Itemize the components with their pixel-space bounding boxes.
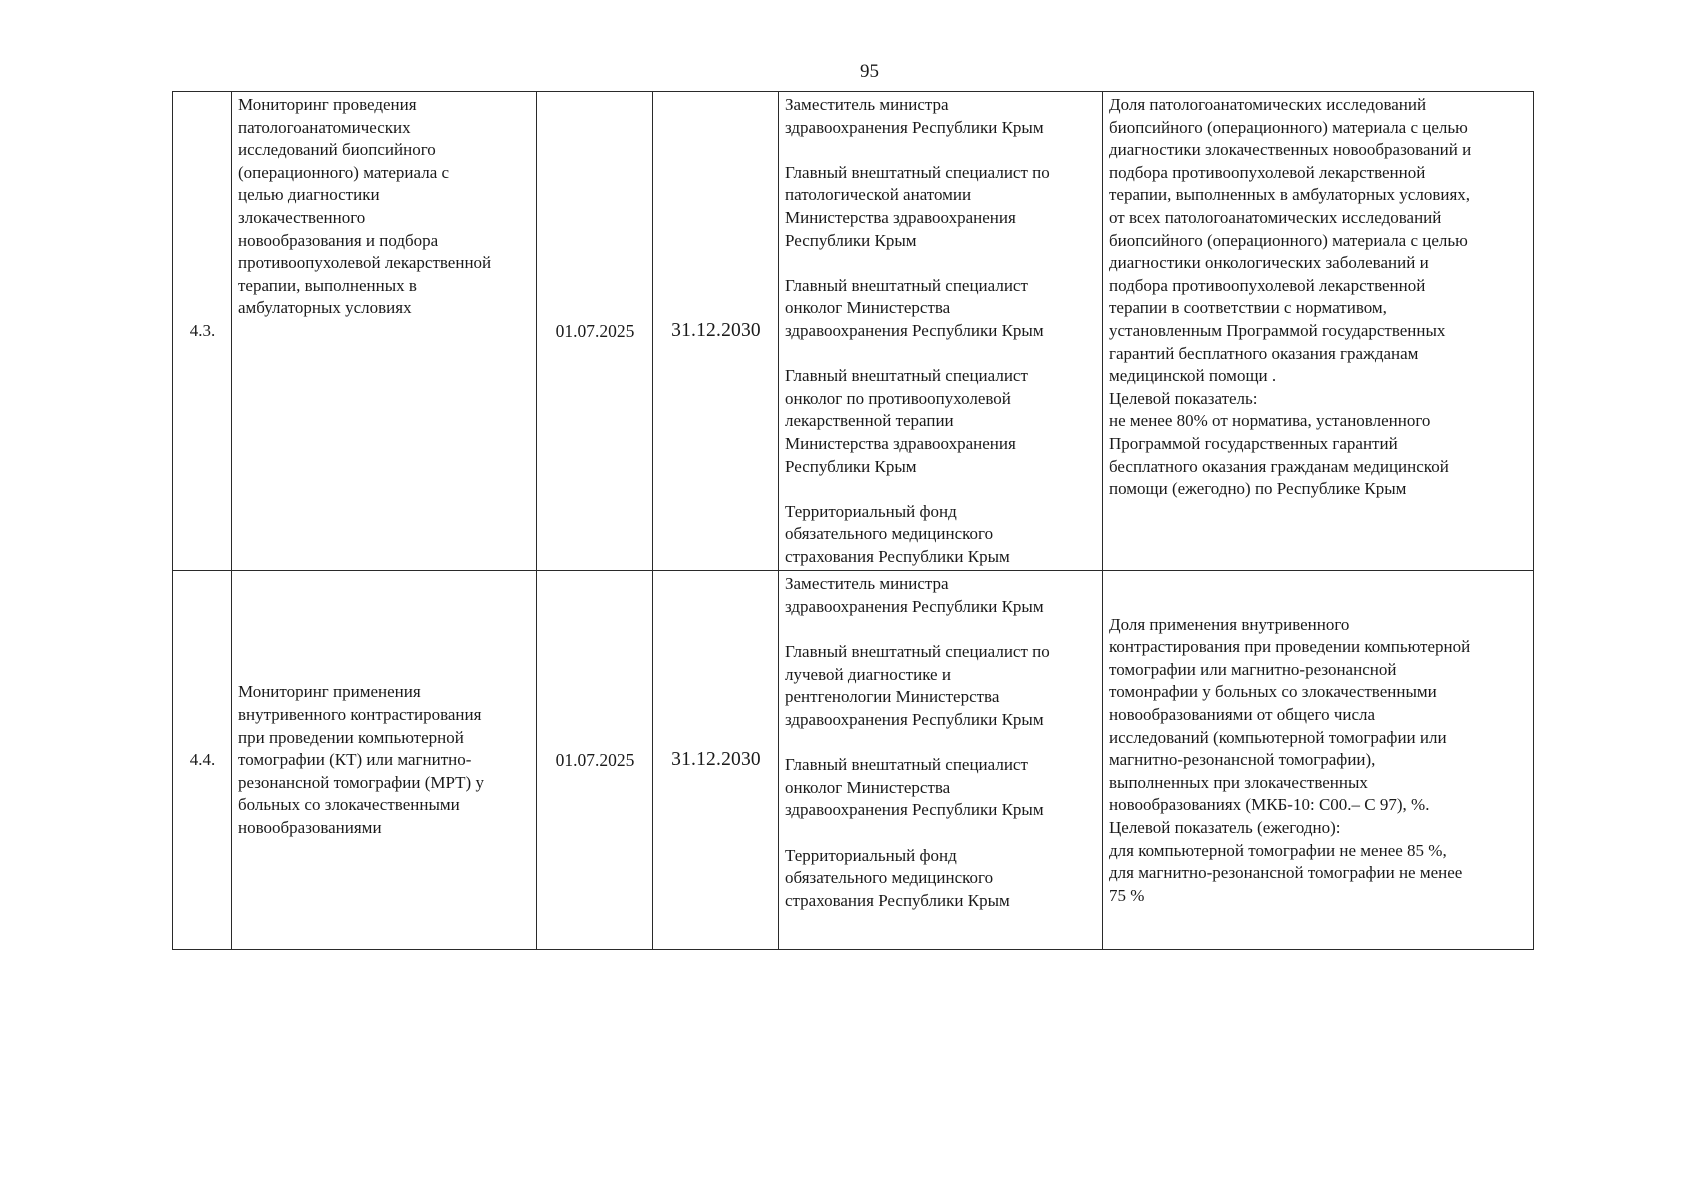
activity-text: Мониторинг применения внутривенного контрастирования при проведении компьютерной томографии (КТ) или магнитно- резонансной томографии (МРТ) у больных со злокачественными новообразованиями (238, 682, 484, 837)
end-date: 31.12.2030 (653, 92, 779, 571)
responsible-cell (779, 92, 1103, 571)
measures-table (172, 91, 1534, 950)
responsible-entry: Территориальный фонд обязательного медицинского страхования Республики Крым (785, 501, 1010, 566)
responsible-cell (779, 571, 1103, 950)
responsible-entry: Главный внештатный специалист онколог Министерства здравоохранения Республики Крым (785, 755, 1044, 820)
start-date: 01.07.2025 (537, 92, 653, 571)
activity-cell (232, 92, 537, 571)
responsible-entry: Территориальный фонд обязательного медицинского страхования Республики Крым (785, 845, 1010, 910)
table-row (173, 571, 1534, 950)
table-row (173, 92, 1534, 571)
page-number: 95 (860, 61, 879, 82)
responsible-entry: Заместитель министра здравоохранения Республики Крым (785, 95, 1044, 137)
responsible-entry: Главный внештатный специалист по лучевой диагностике и рентгенологии Министерства здравоохранения Республики Крым (785, 642, 1050, 730)
activity-text: Мониторинг проведения патологоанатомических исследований биопсийного (операционного) материала с целью диагностики злокачественного новообразования и подбора противоопухолевой лекарственной терапии, выполненных в амбулаторных условиях (238, 95, 492, 318)
indicator-cell (1103, 571, 1534, 950)
start-date: 01.07.2025 (537, 571, 653, 950)
indicator-cell (1103, 92, 1534, 571)
end-date: 31.12.2030 (653, 571, 779, 950)
row-number: 4.4. (173, 571, 232, 950)
responsible-entry: Заместитель министра здравоохранения Республики Крым (785, 574, 1044, 617)
responsible-entry: Главный внештатный специалист онколог Министерства здравоохранения Республики Крым (785, 275, 1044, 340)
indicator-text: Доля патологоанатомических исследований биопсийного (операционного) материала с целью диагностики злокачественных новообразований и подбора противоопухолевой лекарственной терапии, выполненных в амбулаторных условиях, от всех патологоанатомических исследований биопсийного (операционного) материала с целью диагностики онкологических заболеваний и подбора противоопухолевой лекарственной терапии в соответствии с нормативом, установленным Программой государственных гарантий бесплатного оказания гражданам медицинской помощи . Целевой показатель: не менее 80% от норматива, установленного Программой государственных гарантий бесплатного оказания гражданам медицинской помощи (ежегодно) по Республике Крым (1109, 95, 1472, 499)
activity-cell (232, 571, 537, 950)
responsible-entry: Главный внештатный специалист по патологической анатомии Министерства здравоохранения Республики Крым (785, 162, 1050, 250)
responsible-entry: Главный внештатный специалист онколог по противоопухолевой лекарственной терапии Министерства здравоохранения Республики Крым (785, 366, 1028, 476)
row-number: 4.3. (173, 92, 232, 571)
indicator-text: Доля применения внутривенного контрастирования при проведении компьютерной томографии или магнитно-резонансной томонрафии у больных со злокачественными новообразованиями от общего числа исследований (компьютерной томографии или магнитно-резонансной томографии), выполненных при злокачественных новообразованиях (МКБ-10: С00.– С 97), %. Целевой показатель (ежегодно): для компьютерной томографии не менее 85 %, для магнитно-резонансной томографии не менее 75 % (1109, 614, 1471, 905)
